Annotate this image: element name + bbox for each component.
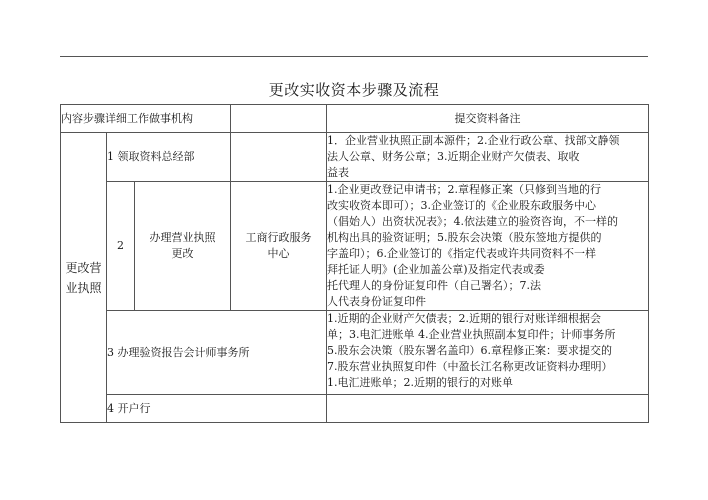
- note-line: 机构出具的验资证明；5.股东会决策（股东签地方提供的: [327, 231, 602, 244]
- step-1-notes: [327, 133, 649, 182]
- note-line: 1.电汇进账单；2.近期的银行的对账单: [327, 376, 514, 389]
- step-2-org-line1: 工商行政服务: [245, 231, 312, 244]
- step-3-notes: [327, 311, 649, 395]
- note-line: 1．企业营业执照正副本源件；2.企业行政公章、找部文静领: [327, 134, 620, 147]
- table-row-step-2: [61, 182, 649, 311]
- note-line: 拜托证人明》(企业加盖公章)及指定代表或委: [327, 263, 545, 276]
- step-2-org-line2: 中心: [267, 247, 290, 260]
- note-line: 5.股东会决策（股东署名盖印）6.章程修正案：要求提交的: [327, 344, 613, 357]
- step-2-org: [231, 182, 327, 311]
- header-submit-materials: 提交资料备注: [327, 105, 649, 133]
- note-line: 托代理人的身份证复印件（自己署名）；7.法: [327, 279, 542, 292]
- table-row-step-4: [61, 395, 649, 423]
- step-1-empty-cell: [231, 133, 327, 182]
- note-line: 益表: [327, 166, 350, 179]
- table-row-step-1: [61, 133, 649, 182]
- step-1-label: 1 领取资料总经部: [107, 133, 231, 182]
- note-line: 法人公章、财务公章；3.近期企业财产欠债表、取收: [327, 150, 580, 163]
- top-rule: [60, 56, 648, 57]
- note-line: （倡始人）出资状况表》；4.依法建立的验资咨询，不一样的: [327, 215, 619, 228]
- process-table: [60, 104, 649, 423]
- step-2-name: [135, 182, 231, 311]
- note-line: 1.近期的企业财产欠债表；2.近期的银行对账详细根据会: [327, 312, 602, 325]
- step-4-label: 4 开户行: [107, 395, 327, 423]
- category-cell: [61, 133, 107, 423]
- note-line: 7.股东营业执照复印件（中盈长江名称更改证资料办理明）: [327, 360, 613, 373]
- table-row-step-3: [61, 311, 649, 395]
- step-2-name-line2: 更改: [171, 247, 194, 260]
- note-line: 字盖印）；6.企业签订的《指定代表或许共同资料不一样: [327, 247, 597, 260]
- step-2-notes: [327, 182, 649, 311]
- category-label: 更改营业执照: [65, 260, 102, 295]
- note-line: 人代表身份证复印件: [327, 295, 427, 308]
- table-header-row: [61, 105, 649, 133]
- document-title: 更改实收资本步骤及流程: [268, 81, 440, 99]
- step-3-label: 3 办理验资报告会计师事务所: [107, 311, 327, 395]
- header-content-steps-org: 内容步骤详细工作做事机构: [61, 105, 231, 133]
- note-line: 改实收资本即可）；3.企业签订的《企业股东政服务中心: [327, 199, 597, 212]
- step-4-notes: [327, 395, 649, 423]
- note-line: 单；3.电汇进账单 4.企业营业执照副本复印件；计师事务所: [327, 328, 616, 341]
- step-2-number: 2: [107, 182, 135, 311]
- header-empty-cell: [231, 105, 327, 133]
- step-2-name-line1: 办理营业执照: [149, 231, 216, 244]
- note-line: 1.企业更改登记申请书；2.章程修正案（只修到当地的行: [327, 183, 602, 196]
